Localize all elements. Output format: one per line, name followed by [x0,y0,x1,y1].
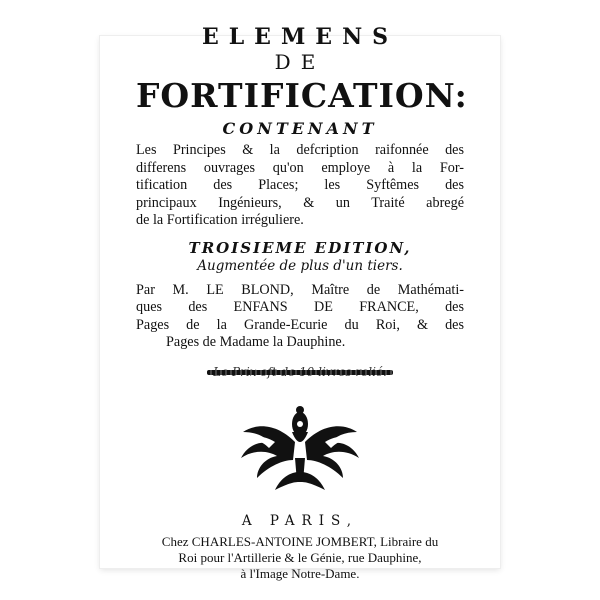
title-elemens: ELEMENS [201,24,399,50]
description-line: tification des Places; les Syftêmes des [136,177,464,193]
title-page [136,24,468,581]
strikethrough-mark [207,370,393,375]
imprint-line: Chez CHARLES-ANTOINE JOMBERT, Libraire du [161,533,439,549]
description-block [136,142,464,230]
author-line: ques des ENFANS DE FRANCE, des [136,299,464,315]
author-line: Par M. LE BLOND, Maître de Mathémati- [136,281,464,298]
printer-ornament-icon [235,402,365,492]
place-of-publication: A PARIS, [241,512,359,529]
title-de: DE [274,50,326,74]
author-line: Pages de la Grande-Ecurie du Roi, & des [136,316,464,333]
edition-heading: TROISIEME EDITION, [188,238,412,257]
description-line: principaux Ingénieurs, & un Traité abregé [136,194,464,211]
title-fortification: FORTIFICATION: [136,76,468,115]
augmentee-note: Augmentée de plus d'un tiers. [197,257,403,274]
description-line: de la Fortification irréguliere. [136,212,304,228]
description-line: Les Principes & la defcription raifonnée des [136,142,464,158]
imprint-line: Roi pour l'Artillerie & le Génie, rue Dauphine, [178,549,422,565]
price-line-struck [207,364,393,380]
description-line: differens ouvrages qu'on employe à la For- [136,159,464,176]
author-line: Pages de Madame la Dauphine. [166,334,346,350]
author-block [136,282,464,352]
imprint-line: à l'Image Notre-Dame. [240,565,360,581]
poster-print [100,24,500,581]
imprint-block [136,534,464,582]
contenant-heading: CONTENANT [222,119,378,138]
